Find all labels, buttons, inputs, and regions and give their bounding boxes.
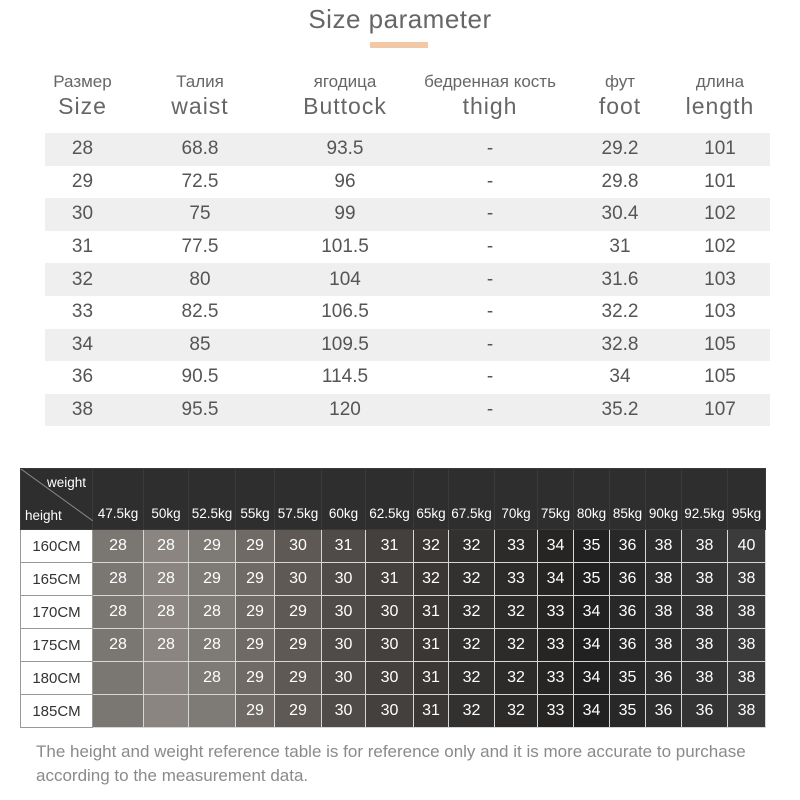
size-table-cell: 38 (71, 399, 94, 421)
height-row (21, 563, 766, 596)
size-recommendation-cell: 38 (646, 563, 682, 596)
size-recommendation-cell: 32 (495, 695, 538, 728)
size-recommendation-cell: 29 (236, 662, 275, 695)
size-recommendation-cell: 31 (322, 530, 366, 563)
height-row (21, 596, 766, 629)
size-recommendation-cell: 32 (449, 695, 495, 728)
size-table-cell: 105 (704, 333, 736, 355)
size-recommendation-cell: 30 (322, 596, 366, 629)
size-table-cell: 103 (704, 268, 736, 290)
weight-header-cell: 55kg (236, 469, 275, 530)
size-table-cell: 77.5 (181, 236, 219, 258)
size-recommendation-cell: 29 (236, 629, 275, 662)
size-recommendation-cell: 38 (728, 629, 766, 662)
height-row (21, 695, 766, 728)
corner-height-label: height (25, 508, 62, 523)
size-table-cell: 106.5 (321, 301, 369, 323)
size-recommendation-cell: 29 (275, 662, 322, 695)
size-table-row (45, 198, 770, 231)
size-table-cell: 33 (71, 301, 94, 323)
size-recommendation-cell: 29 (189, 563, 236, 596)
size-recommendation-cell: 35 (610, 662, 646, 695)
weight-header-cell: 60kg (322, 469, 366, 530)
size-recommendation-cell: 38 (728, 596, 766, 629)
size-recommendation-cell: 28 (93, 530, 144, 563)
weight-header-cell: 95kg (728, 469, 766, 530)
size-recommendation-cell: 38 (646, 530, 682, 563)
size-table-cell: 72.5 (181, 170, 219, 192)
size-recommendation-cell: 34 (538, 563, 574, 596)
size-recommendation-cell: 34 (538, 530, 574, 563)
size-recommendation-cell: 32 (449, 563, 495, 596)
size-table-row (45, 231, 770, 264)
size-recommendation-cell: 28 (144, 563, 189, 596)
size-table-cell: 93.5 (326, 138, 364, 160)
size-recommendation-cell: 29 (236, 563, 275, 596)
size-recommendation-cell: 35 (574, 563, 610, 596)
size-header-size: Размер Size (53, 72, 112, 119)
size-recommendation-cell: 31 (414, 662, 449, 695)
height-label-cell: 170CM (21, 596, 93, 629)
size-recommendation-cell: 38 (728, 563, 766, 596)
size-table-cell: 29 (71, 170, 94, 192)
weight-header-cell: 57.5kg (275, 469, 322, 530)
size-table-cell: 30 (71, 203, 94, 225)
size-recommendation-cell: 28 (93, 629, 144, 662)
size-table-cell: 95.5 (181, 399, 219, 421)
size-table-cell: 101.5 (321, 236, 369, 258)
size-recommendation-cell: 36 (610, 530, 646, 563)
size-recommendation-cell: 28 (144, 629, 189, 662)
height-row (21, 662, 766, 695)
size-recommendation-cell: 32 (495, 629, 538, 662)
weight-header-cell: 92.5kg (682, 469, 728, 530)
size-recommendation-cell: 33 (495, 530, 538, 563)
size-recommendation-cell: 29 (275, 695, 322, 728)
size-recommendation-cell: 38 (728, 662, 766, 695)
size-recommendation-cell (144, 662, 189, 695)
weight-header-cell: 70kg (495, 469, 538, 530)
size-table-cell: - (486, 170, 494, 192)
size-recommendation-cell: 32 (495, 596, 538, 629)
size-table-cell: 29.8 (601, 170, 639, 192)
size-recommendation-cell: 33 (538, 695, 574, 728)
size-recommendation-cell: 32 (414, 563, 449, 596)
size-table-cell: 99 (334, 203, 356, 225)
size-table-cell: 34 (71, 333, 94, 355)
size-recommendation-cell: 38 (646, 629, 682, 662)
title-underline (370, 42, 428, 48)
weight-header-cell: 85kg (610, 469, 646, 530)
weight-header-cell: 47.5kg (93, 469, 144, 530)
size-table-cell: - (486, 268, 494, 290)
size-recommendation-cell (189, 695, 236, 728)
size-table-row (45, 329, 770, 362)
size-recommendation-cell: 36 (646, 695, 682, 728)
size-recommendation-cell: 28 (189, 596, 236, 629)
size-table-cell: 102 (704, 236, 736, 258)
size-table-body (45, 133, 770, 426)
size-table-cell: 28 (71, 138, 94, 160)
size-table-cell: 32.2 (601, 301, 639, 323)
size-table-cell: - (486, 399, 494, 421)
size-recommendation-cell: 33 (538, 629, 574, 662)
size-recommendation-cell: 28 (144, 530, 189, 563)
size-recommendation-cell: 30 (366, 629, 414, 662)
size-recommendation-cell: 31 (366, 563, 414, 596)
size-recommendation-cell: 29 (189, 530, 236, 563)
size-recommendation-cell: 28 (93, 563, 144, 596)
weight-header-cell: 62.5kg (366, 469, 414, 530)
size-recommendation-cell: 29 (275, 629, 322, 662)
size-recommendation-cell: 31 (414, 695, 449, 728)
size-table-row (45, 361, 770, 394)
size-table-cell: 102 (704, 203, 736, 225)
size-table-cell: 30.4 (601, 203, 639, 225)
height-label-cell: 175CM (21, 629, 93, 662)
size-recommendation-cell: 36 (610, 596, 646, 629)
size-recommendation-cell: 32 (414, 530, 449, 563)
size-table-cell: 80 (189, 268, 211, 290)
height-weight-table (20, 468, 766, 728)
size-table-cell: - (486, 301, 494, 323)
size-recommendation-cell (144, 695, 189, 728)
height-label-cell: 185CM (21, 695, 93, 728)
size-table-cell: - (486, 236, 494, 258)
size-table-cell: 32.8 (601, 333, 639, 355)
size-recommendation-cell: 29 (236, 530, 275, 563)
size-recommendation-cell: 34 (574, 629, 610, 662)
size-table-cell: 32 (71, 268, 94, 290)
size-recommendation-cell: 28 (189, 629, 236, 662)
reference-note: The height and weight reference table is for reference only and it is more accurate to purchase according to the measurement data. (36, 742, 746, 785)
size-recommendation-cell: 36 (610, 563, 646, 596)
size-table-cell: 104 (329, 268, 361, 290)
size-table-header (45, 72, 770, 128)
size-recommendation-cell: 28 (93, 596, 144, 629)
size-header-thigh: бедренная кость thigh (424, 72, 556, 119)
size-recommendation-cell: 32 (495, 662, 538, 695)
weight-header-cell: 80kg (574, 469, 610, 530)
size-recommendation-cell: 30 (322, 662, 366, 695)
size-recommendation-cell: 31 (414, 629, 449, 662)
size-recommendation-cell: 38 (682, 530, 728, 563)
size-recommendation-cell: 36 (610, 629, 646, 662)
size-recommendation-cell: 30 (366, 695, 414, 728)
height-row (21, 530, 766, 563)
size-recommendation-cell: 32 (449, 662, 495, 695)
height-row (21, 629, 766, 662)
size-table-cell: - (486, 203, 494, 225)
size-table-row (45, 296, 770, 329)
size-table-cell: 31.6 (601, 268, 639, 290)
size-recommendation-cell: 29 (236, 596, 275, 629)
size-recommendation-cell (93, 662, 144, 695)
size-table-cell: 31 (609, 236, 631, 258)
size-table-cell: - (486, 138, 494, 160)
size-recommendation-cell: 30 (366, 662, 414, 695)
size-table-cell: 31 (71, 236, 94, 258)
page-title: Size parameter (308, 4, 492, 34)
size-table-cell: 114.5 (321, 366, 369, 388)
size-recommendation-cell: 28 (144, 596, 189, 629)
size-table-cell: 34 (609, 366, 631, 388)
size-recommendation-cell: 38 (728, 695, 766, 728)
size-recommendation-cell: 35 (574, 530, 610, 563)
size-table-cell: 75 (189, 203, 211, 225)
size-recommendation-cell: 38 (646, 596, 682, 629)
size-recommendation-cell: 38 (682, 662, 728, 695)
height-label-cell: 160CM (21, 530, 93, 563)
table-corner (21, 469, 93, 530)
size-recommendation-cell: 29 (275, 596, 322, 629)
size-recommendation-cell: 34 (574, 596, 610, 629)
size-recommendation-cell: 32 (449, 596, 495, 629)
weight-header-row (21, 469, 766, 530)
size-table-cell: 35.2 (601, 399, 639, 421)
size-recommendation-cell: 36 (682, 695, 728, 728)
size-recommendation-cell: 28 (189, 662, 236, 695)
size-header-buttock: ягодица Buttock (303, 72, 387, 119)
size-recommendation-cell: 29 (236, 695, 275, 728)
size-table-cell: - (486, 366, 494, 388)
weight-header-cell: 52.5kg (189, 469, 236, 530)
size-recommendation-cell: 32 (449, 629, 495, 662)
corner-weight-label: weight (46, 475, 86, 490)
weight-header-cell: 67.5kg (449, 469, 495, 530)
size-recommendation-cell: 30 (322, 695, 366, 728)
size-table-row (45, 166, 770, 199)
size-recommendation-cell: 33 (538, 596, 574, 629)
size-recommendation-cell: 33 (538, 662, 574, 695)
height-label-cell: 165CM (21, 563, 93, 596)
size-header-waist: Талия waist (171, 72, 229, 119)
size-table-cell: 36 (71, 366, 94, 388)
size-recommendation-cell: 34 (574, 662, 610, 695)
size-table-cell: 109.5 (321, 333, 369, 355)
size-table-cell: 96 (334, 170, 356, 192)
size-table-cell: 82.5 (181, 301, 219, 323)
size-header-length: длина length (685, 72, 755, 119)
size-table-cell: 103 (704, 301, 736, 323)
size-table-row (45, 394, 770, 427)
size-recommendation-cell: 31 (366, 530, 414, 563)
size-table-row (45, 133, 770, 166)
size-recommendation-cell: 34 (574, 695, 610, 728)
size-table-cell: 101 (704, 138, 736, 160)
size-recommendation-cell: 36 (646, 662, 682, 695)
size-recommendation-cell: 30 (322, 563, 366, 596)
size-recommendation-cell: 35 (610, 695, 646, 728)
size-table-cell: - (486, 333, 494, 355)
weight-header-cell: 90kg (646, 469, 682, 530)
size-table-cell: 85 (189, 333, 211, 355)
size-recommendation-cell: 30 (322, 629, 366, 662)
size-recommendation-cell: 31 (414, 596, 449, 629)
size-table-cell: 68.8 (181, 138, 219, 160)
weight-header-cell: 65kg (414, 469, 449, 530)
size-table-cell: 90.5 (181, 366, 219, 388)
size-recommendation-cell: 38 (682, 629, 728, 662)
size-recommendation-cell: 33 (495, 563, 538, 596)
weight-header-cell: 50kg (144, 469, 189, 530)
size-recommendation-cell: 30 (275, 563, 322, 596)
size-table-cell: 120 (329, 399, 361, 421)
size-table-cell: 107 (704, 399, 736, 421)
size-recommendation-cell: 40 (728, 530, 766, 563)
height-label-cell: 180CM (21, 662, 93, 695)
size-recommendation-cell: 30 (366, 596, 414, 629)
size-table-cell: 29.2 (601, 138, 639, 160)
size-recommendation-cell: 38 (682, 596, 728, 629)
size-table-cell: 101 (704, 170, 736, 192)
size-recommendation-cell (93, 695, 144, 728)
size-header-foot: фут foot (598, 72, 642, 119)
size-recommendation-cell: 32 (449, 530, 495, 563)
size-recommendation-cell: 38 (682, 563, 728, 596)
weight-header-cell: 75kg (538, 469, 574, 530)
size-recommendation-cell: 30 (275, 530, 322, 563)
size-table-row (45, 263, 770, 296)
size-table-cell: 105 (704, 366, 736, 388)
